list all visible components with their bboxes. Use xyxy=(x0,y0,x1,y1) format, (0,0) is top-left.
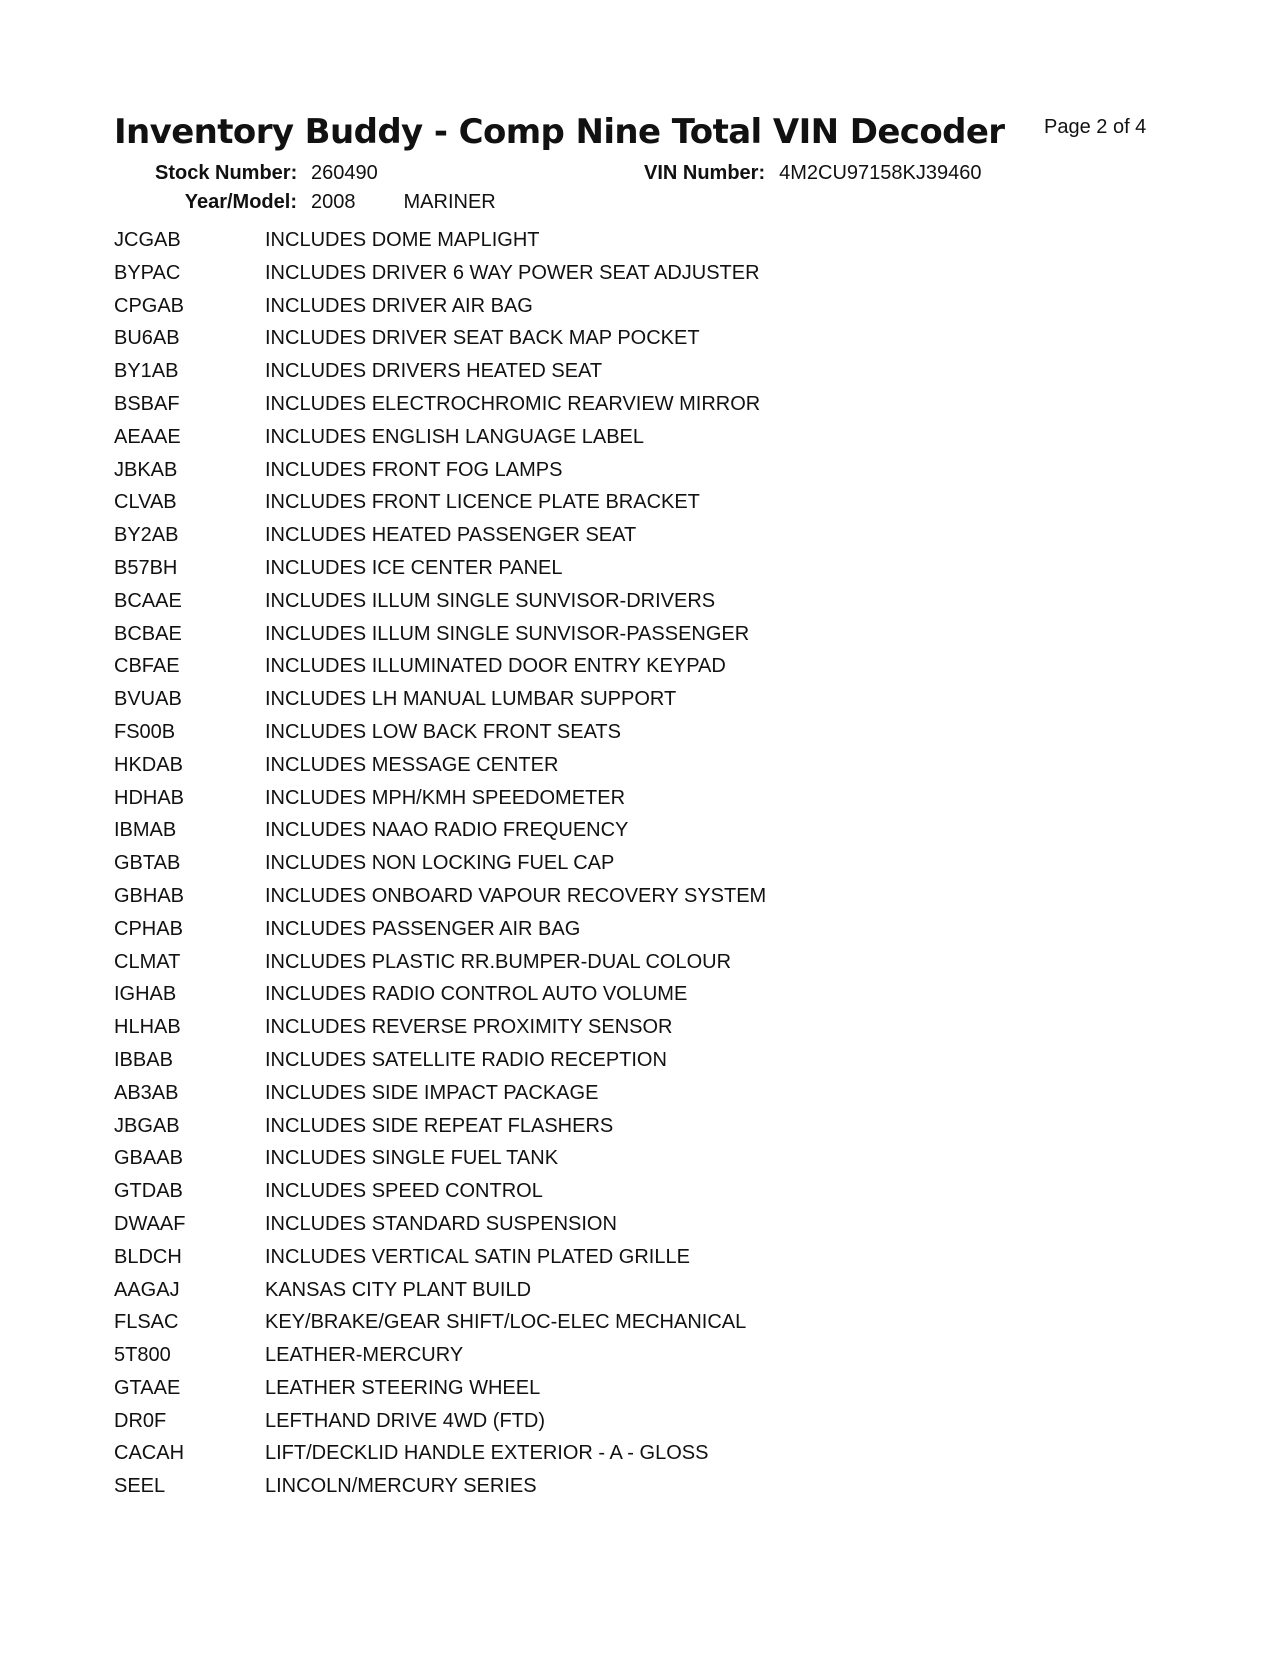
option-description: INCLUDES LOW BACK FRONT SEATS xyxy=(265,720,621,743)
option-code: BU6AB xyxy=(114,327,180,350)
option-description: INCLUDES ILLUMINATED DOOR ENTRY KEYPAD xyxy=(265,655,726,678)
year-model-label: Year/Model: xyxy=(184,191,297,213)
option-code: CPHAB xyxy=(114,917,183,940)
option-code: IGHAB xyxy=(114,983,177,1006)
option-description: INCLUDES ILLUM SINGLE SUNVISOR-DRIVERS xyxy=(265,589,716,612)
option-description: INCLUDES REVERSE PROXIMITY SENSOR xyxy=(265,1016,673,1039)
list-item xyxy=(114,754,1114,787)
list-item xyxy=(114,295,1114,328)
option-code: JBKAB xyxy=(114,458,178,481)
option-description: INCLUDES MESSAGE CENTER xyxy=(265,753,559,776)
list-item xyxy=(114,1082,1114,1115)
list-item xyxy=(114,1475,1114,1508)
option-description: LINCOLN/MERCURY SERIES xyxy=(265,1475,537,1498)
option-description: INCLUDES LH MANUAL LUMBAR SUPPORT xyxy=(265,688,677,711)
option-code: BSBAF xyxy=(114,392,180,415)
list-item xyxy=(114,1410,1114,1443)
option-code: DR0F xyxy=(114,1409,167,1432)
option-description: INCLUDES SATELLITE RADIO RECEPTION xyxy=(265,1048,667,1071)
option-code: AB3AB xyxy=(114,1081,179,1104)
option-code: CBFAE xyxy=(114,655,180,678)
option-code: BY2AB xyxy=(114,524,179,547)
option-description: INCLUDES STANDARD SUSPENSION xyxy=(265,1212,617,1235)
option-description: INCLUDES FRONT FOG LAMPS xyxy=(265,458,563,481)
option-description: KEY/BRAKE/GEAR SHIFT/LOC-ELEC MECHANICAL xyxy=(265,1311,747,1334)
list-item xyxy=(114,623,1114,656)
list-item xyxy=(114,524,1114,557)
list-item xyxy=(114,1377,1114,1410)
option-code: AEAAE xyxy=(114,425,181,448)
option-description: INCLUDES SIDE REPEAT FLASHERS xyxy=(265,1114,614,1137)
option-code: GTDAB xyxy=(114,1180,183,1203)
option-code: BLDCH xyxy=(114,1245,182,1268)
option-code: FS00B xyxy=(114,720,176,743)
option-description: INCLUDES DRIVER AIR BAG xyxy=(265,294,533,317)
option-code: JBGAB xyxy=(114,1114,180,1137)
stock-number-value: 260490 xyxy=(311,162,378,184)
option-code: BY1AB xyxy=(114,360,179,383)
list-item xyxy=(114,1049,1114,1082)
list-item xyxy=(114,1213,1114,1246)
list-item xyxy=(114,393,1114,426)
list-item xyxy=(114,229,1114,262)
list-item xyxy=(114,655,1114,688)
option-description: INCLUDES VERTICAL SATIN PLATED GRILLE xyxy=(265,1245,690,1268)
vin-number-value: 4M2CU97158KJ39460 xyxy=(779,162,982,184)
option-code: CPGAB xyxy=(114,294,185,317)
year-model-field xyxy=(155,191,496,214)
page-number: Page 2 of 4 xyxy=(1044,116,1147,138)
list-item xyxy=(114,983,1114,1016)
model-value: MARINER xyxy=(403,191,496,213)
option-description: INCLUDES SINGLE FUEL TANK xyxy=(265,1147,559,1170)
list-item xyxy=(114,1246,1114,1279)
option-description: INCLUDES DRIVER SEAT BACK MAP POCKET xyxy=(265,327,700,350)
document-title: Inventory Buddy - Comp Nine Total VIN Decoder xyxy=(114,112,1005,152)
option-description: LIFT/DECKLID HANDLE EXTERIOR - A - GLOSS xyxy=(265,1442,709,1465)
option-code: GBAAB xyxy=(114,1147,183,1170)
option-description: KANSAS CITY PLANT BUILD xyxy=(265,1278,532,1301)
option-description: INCLUDES SPEED CONTROL xyxy=(265,1180,543,1203)
option-code: SEEL xyxy=(114,1475,166,1498)
option-description: INCLUDES NAAO RADIO FREQUENCY xyxy=(265,819,629,842)
option-code: FLSAC xyxy=(114,1311,179,1334)
option-code: CLMAT xyxy=(114,950,181,973)
list-item xyxy=(114,590,1114,623)
list-item xyxy=(114,1311,1114,1344)
option-description: LEATHER STEERING WHEEL xyxy=(265,1376,541,1399)
option-code: GTAAE xyxy=(114,1376,181,1399)
list-item xyxy=(114,819,1114,852)
option-description: INCLUDES ILLUM SINGLE SUNVISOR-PASSENGER xyxy=(265,622,750,645)
vin-number-field xyxy=(644,162,982,185)
list-item xyxy=(114,1147,1114,1180)
option-description: INCLUDES ONBOARD VAPOUR RECOVERY SYSTEM xyxy=(265,884,767,907)
option-description: INCLUDES SIDE IMPACT PACKAGE xyxy=(265,1081,599,1104)
list-item xyxy=(114,1279,1114,1312)
option-code: GBHAB xyxy=(114,884,185,907)
option-description: INCLUDES HEATED PASSENGER SEAT xyxy=(265,524,637,547)
option-description: INCLUDES DOME MAPLIGHT xyxy=(265,229,540,251)
list-item xyxy=(114,721,1114,754)
option-code: B57BH xyxy=(114,556,178,579)
list-item xyxy=(114,787,1114,820)
list-item xyxy=(114,557,1114,590)
option-code: IBMAB xyxy=(114,819,177,842)
option-code: CACAH xyxy=(114,1442,185,1465)
option-code-list xyxy=(114,229,1114,1508)
option-code: HDHAB xyxy=(114,786,185,809)
option-code: DWAAF xyxy=(114,1212,186,1235)
option-description: INCLUDES ENGLISH LANGUAGE LABEL xyxy=(265,425,645,448)
list-item xyxy=(114,459,1114,492)
year-value: 2008 xyxy=(311,191,356,213)
option-description: INCLUDES DRIVERS HEATED SEAT xyxy=(265,360,603,383)
option-code: CLVAB xyxy=(114,491,177,514)
option-code: IBBAB xyxy=(114,1048,173,1071)
list-item xyxy=(114,885,1114,918)
option-code: HKDAB xyxy=(114,753,183,776)
option-description: INCLUDES PLASTIC RR.BUMPER-DUAL COLOUR xyxy=(265,950,732,973)
option-code: BVUAB xyxy=(114,688,182,711)
option-code: JCGAB xyxy=(114,229,181,251)
list-item xyxy=(114,1016,1114,1049)
list-item xyxy=(114,1442,1114,1475)
stock-number-field xyxy=(155,162,378,185)
option-description: LEFTHAND DRIVE 4WD (FTD) xyxy=(265,1409,545,1432)
option-code: AAGAJ xyxy=(114,1278,180,1301)
option-description: LEATHER-MERCURY xyxy=(265,1344,464,1367)
option-description: INCLUDES RADIO CONTROL AUTO VOLUME xyxy=(265,983,688,1006)
option-description: INCLUDES PASSENGER AIR BAG xyxy=(265,917,581,940)
option-code: GBTAB xyxy=(114,852,181,875)
option-code: BYPAC xyxy=(114,261,181,284)
list-item xyxy=(114,491,1114,524)
list-item xyxy=(114,951,1114,984)
list-item xyxy=(114,360,1114,393)
option-code: BCAAE xyxy=(114,589,182,612)
list-item xyxy=(114,918,1114,951)
option-code: 5T800 xyxy=(114,1344,171,1367)
option-description: INCLUDES NON LOCKING FUEL CAP xyxy=(265,852,615,875)
list-item xyxy=(114,426,1114,459)
option-description: INCLUDES DRIVER 6 WAY POWER SEAT ADJUSTER xyxy=(265,261,760,284)
option-description: INCLUDES ICE CENTER PANEL xyxy=(265,556,563,579)
list-item xyxy=(114,327,1114,360)
option-code: BCBAE xyxy=(114,622,182,645)
option-description: INCLUDES ELECTROCHROMIC REARVIEW MIRROR xyxy=(265,392,761,415)
list-item xyxy=(114,688,1114,721)
option-code: HLHAB xyxy=(114,1016,181,1039)
stock-number-label: Stock Number: xyxy=(155,162,298,184)
vin-number-label: VIN Number: xyxy=(644,162,766,184)
list-item xyxy=(114,1180,1114,1213)
list-item xyxy=(114,1115,1114,1148)
option-description: INCLUDES MPH/KMH SPEEDOMETER xyxy=(265,786,626,809)
list-item xyxy=(114,1344,1114,1377)
option-description: INCLUDES FRONT LICENCE PLATE BRACKET xyxy=(265,491,700,514)
list-item xyxy=(114,852,1114,885)
list-item xyxy=(114,262,1114,295)
